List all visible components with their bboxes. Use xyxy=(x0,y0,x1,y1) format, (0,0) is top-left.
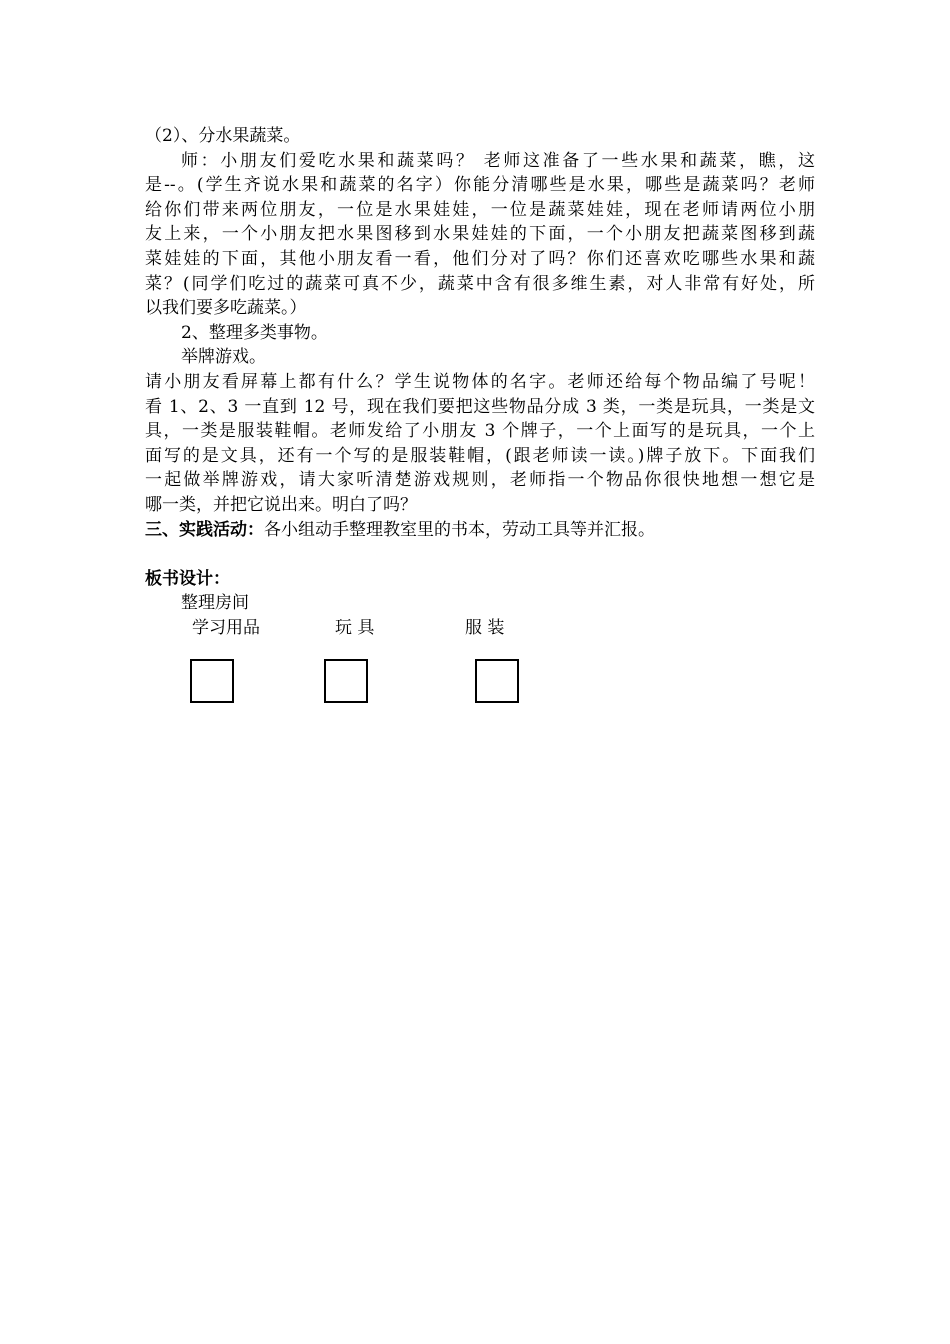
part-2-line-1: 请小朋友看屏幕上都有什么？学生说物体的名字。老师还给每个物品编了号呢！ xyxy=(145,371,815,392)
box-toys xyxy=(324,659,368,703)
document-page xyxy=(145,124,815,656)
section-2-line-6: 菜？(同学们吃过的蔬菜可真不少，蔬菜中含有很多维生素，对人非常有好处，所 xyxy=(145,273,815,294)
section-2-line-5: 菜娃娃的下面，其他小朋友看一看，他们分对了吗？你们还喜欢吃哪些水果和蔬 xyxy=(145,248,815,269)
section-2-line-7: 以我们要多吃蔬菜。） xyxy=(145,298,307,319)
section-2-line-3: 给你们带来两位朋友，一位是水果娃娃，一位是蔬菜娃娃，现在老师请两位小朋 xyxy=(145,199,815,220)
board-title: 整理房间 xyxy=(181,593,249,614)
part-2-line-6: 哪一类，并把它说出来。明白了吗？ xyxy=(145,494,417,515)
part-2-line-2: 看 1、2、3 一直到 12 号，现在我们要把这些物品分成 3 类，一类是玩具，一类是文 xyxy=(145,396,815,417)
part-2-line-4: 面写的是文具，还有一个写的是服装鞋帽，(跟老师读一读。)牌子放下。下面我们 xyxy=(145,445,815,466)
practice-line xyxy=(145,518,815,543)
blank-line xyxy=(145,542,815,567)
section-2-line-2: 是--。(学生齐说水果和蔬菜的名字）你能分清哪些是水果，哪些是蔬菜吗？老师 xyxy=(145,175,815,196)
category-clothing: 服 装 xyxy=(465,617,505,638)
part-2-line-3: 具，一类是服装鞋帽。老师发给了小朋友 3 个牌子，一个上面写的是玩具，一个上 xyxy=(145,421,815,442)
game-title: 举牌游戏。 xyxy=(181,347,266,368)
section-2-line-1: 师：小朋友们爱吃水果和蔬菜吗？ 老师这准备了一些水果和蔬菜，瞧，这 xyxy=(181,150,815,171)
board-categories xyxy=(145,616,815,656)
category-study-supplies: 学习用品 xyxy=(192,617,260,638)
practice-label: 三、实践活动： xyxy=(145,519,264,540)
practice-text: 各小组动手整理教室里的书本，劳动工具等并汇报。 xyxy=(264,519,655,540)
part-2-heading: 2、整理多类事物。 xyxy=(181,322,328,343)
part-2-line-5: 一起做举牌游戏，请大家听清楚游戏规则，老师指一个物品你很快地想一想它是 xyxy=(145,470,815,491)
box-study-supplies xyxy=(190,659,234,703)
board-label: 板书设计： xyxy=(145,568,230,589)
section-2-heading: （2）、分水果蔬菜。 xyxy=(145,126,301,146)
section-2-line-4: 友上来，一个小朋友把水果图移到水果娃娃的下面，一个小朋友把蔬菜图移到蔬 xyxy=(145,224,815,245)
box-clothing xyxy=(475,659,519,703)
category-toys: 玩 具 xyxy=(335,617,375,638)
